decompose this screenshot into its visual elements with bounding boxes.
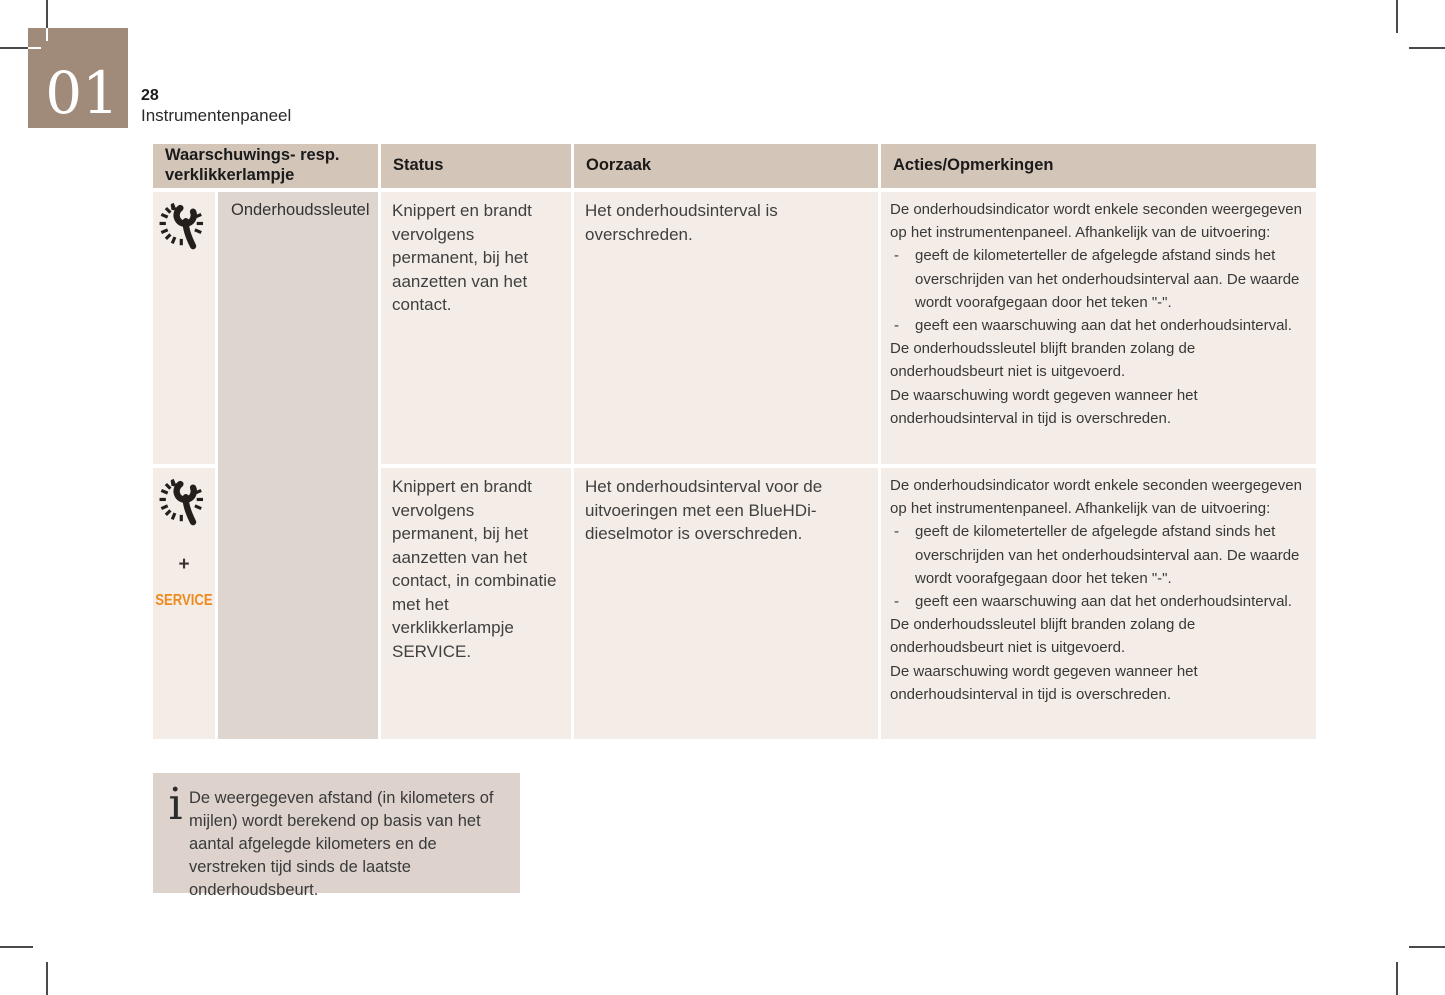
bullet-text: geeft de kilometerteller de afgelegde afstand sinds het overschrijden van het onderhoudsinterval aan. De waarde wordt voorafgegaan door het teken "-". [915,247,1300,311]
information-icon: i [168,779,183,830]
bullet-text: geeft de kilometerteller de afgelegde afstand sinds het overschrijden van het onderhoudsinterval aan. De waarde wordt voorafgegaan door het teken "-". [915,523,1300,587]
service-lamp-label: SERVICE [155,592,213,609]
actions-intro: De onderhoudsindicator wordt enkele seconden weergegeven op het instrumentenpaneel. Afhankelijk van de uitvoering: [890,201,1302,242]
page-number: 28 [141,87,159,104]
column-header-lamp: Waarschuwings- resp. verklikkerlampje [153,144,378,188]
crop-mark-bottom-left-vertical [46,962,48,995]
lamp-icon-cell-row2 [153,468,215,739]
bullet-dash: - [894,317,899,335]
lamp-icon-cell-row1 [153,192,215,464]
chapter-badge [28,28,128,128]
actions-bullet [890,244,1307,314]
status-cell-row1: Knippert en brandt vervolgens permanent, bij het aanzetten van het contact. [381,192,571,464]
actions-cell-row1 [881,192,1316,464]
section-title: Instrumentenpaneel [141,106,292,125]
actions-note: De waarschuwing wordt gegeven wanneer het onderhoudsinterval in tijd is overschreden. [890,386,1198,427]
crop-mark-top-left-horizontal-overlap [28,47,41,49]
crop-mark-bottom-left-horizontal [0,946,33,948]
column-header-actions: Acties/Opmerkingen [881,144,1316,188]
cause-cell-row1: Het onderhoudsinterval is overschreden. [574,192,878,464]
actions-bullet [890,520,1307,590]
cause-cell-row2: Het onderhoudsinterval voor de uitvoeringen met een BlueHDi-dieselmotor is overschreden. [574,468,878,739]
actions-intro: De onderhoudsindicator wordt enkele seconden weergegeven op het instrumentenpaneel. Afhankelijk van de uitvoering: [890,477,1302,518]
chapter-number: 01 [45,58,119,127]
crop-mark-top-right-vertical [1396,0,1398,33]
lamp-name: Onderhoudssleutel [218,192,378,739]
bullet-dash: - [894,523,899,541]
warning-lamps-table [153,144,1316,739]
actions-note: De onderhoudssleutel blijft branden zolang de onderhoudsbeurt niet is uitgevoerd. [890,616,1196,657]
info-note-box [153,773,520,899]
crop-mark-top-right-horizontal [1409,47,1445,49]
actions-cell-row2 [881,468,1316,739]
bullet-dash: - [894,593,899,611]
bullet-text: geeft een waarschuwing aan dat het onderhoudsinterval. [915,317,1292,335]
actions-note: De onderhoudssleutel blijft branden zolang de onderhoudsbeurt niet is uitgevoerd. [890,340,1196,381]
bullet-dash: - [894,247,899,265]
service-wrench-blinking-icon [155,199,213,257]
crop-mark-bottom-right-horizontal [1409,946,1445,948]
actions-note: De waarschuwing wordt gegeven wanneer het onderhoudsinterval in tijd is overschreden. [890,662,1198,703]
bullet-text: geeft een waarschuwing aan dat het onderhoudsinterval. [915,593,1292,611]
actions-bullet [890,314,1307,337]
column-header-cause: Oorzaak [574,144,878,188]
status-cell-row2: Knippert en brandt vervolgens permanent, bij het aanzetten van het contact, in combinatie met het verklikkerlampje SERVICE. [381,468,571,739]
crop-mark-top-left-vertical-overlap [46,28,48,41]
page-head [141,86,291,126]
actions-bullet [890,590,1307,613]
crop-mark-bottom-right-vertical [1396,962,1398,995]
service-wrench-blinking-icon [155,475,213,533]
plus-sign: + [178,554,190,575]
column-header-status: Status [381,144,571,188]
info-note-text: De weergegeven afstand (in kilometers of mijlen) wordt berekend op basis van het aantal afgelegde kilometers en de verstreken tijd sinds de laatste onderhoudsbeurt. [189,789,494,899]
